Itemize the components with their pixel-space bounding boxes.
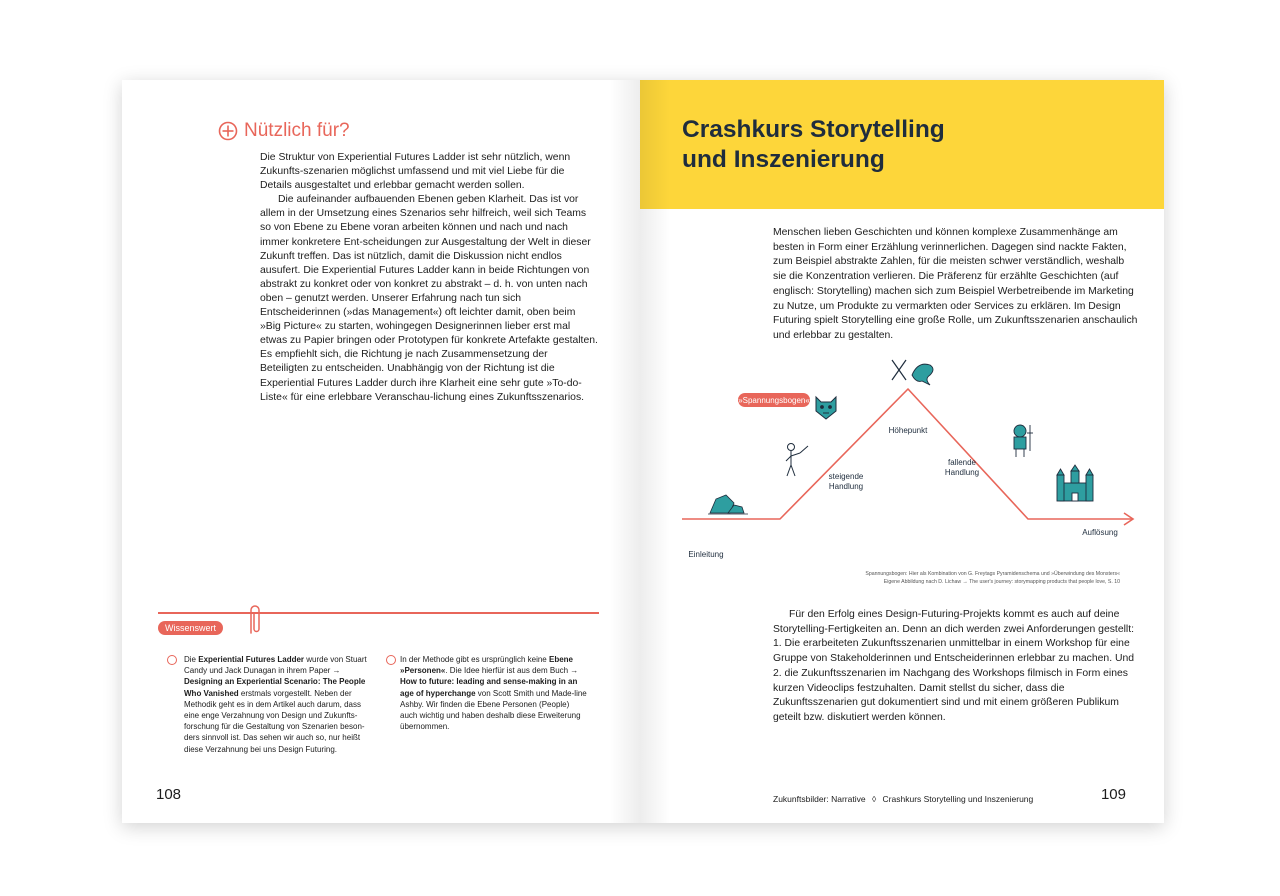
spannungsbogen-diagram (640, 355, 1164, 570)
divider-line (158, 612, 599, 614)
diagram-caption: Spannungsbogen: Hier als Kombination von G. Freytags Pyramidenschema und »Überwindung des Monsters« Eigene Abbildung nach D. Lichaw → The user's journey: storymapping products that people love, S. 10 (865, 571, 1120, 585)
note-experiential-futures-ladder: Die Experiential Futures Ladder wurde von Stuart Candy und Jack Dunagan in ihrem Paper → Designing an Experiential Scenario: The People Who Vanished erstmals vorgestellt. Neben der Methodik geht es in dem Artikel auch darum, dass eine enge Verzahnung von Design und Zukunfts-forschung für die Gestaltung von Szenarien beson-ders sinnvoll ist. Das sehen wir auch so, nur heißt diese Verzahnung bei uns Design Futuring. (184, 654, 372, 755)
label-handlung-fallend: Handlung (944, 468, 980, 477)
book-spread (122, 80, 1164, 823)
bullet-circle-icon (386, 655, 396, 665)
note-term: Ebene »Personen« (400, 655, 573, 676)
note-ebene-personen: In der Methode gibt es ursprünglich keine Ebene »Personen«. Die Idee hierfür ist aus dem Buch → How to future: leading and sense-making in an age of hyperchange von Scott Smith und Made-line Ashby. Wir finden die Ebene Personen (People) auch wichtig und haben deshalb diese Erweiterung übernommen. (400, 654, 588, 732)
label-fallende: fallende (947, 458, 977, 467)
page-number: 108 (156, 786, 182, 803)
running-footer: Zukunftsbilder: Narrative ◊ Crashkurs Storytelling und Inszenierung (773, 794, 1034, 804)
diamond-separator: ◊ (871, 794, 877, 804)
monster-face-icon (816, 397, 836, 419)
bullet-circle-icon (167, 655, 177, 665)
plus-circle-icon (218, 121, 238, 141)
paperclip-icon (248, 603, 262, 637)
label-hoehepunkt: Höhepunkt (888, 426, 928, 435)
dragon-icon (912, 364, 933, 385)
paragraph: Die Struktur von Experiential Futures Ladder ist sehr nützlich, wenn Zukunfts-szenarien möglichst umfassend und mit viel Liebe für die Details ausgestaltet und erlebbar gemacht werden sollen. (260, 152, 571, 192)
knight-icon (1014, 425, 1033, 457)
spannungsbogen-badge: »Spannungsbogen« (738, 396, 810, 405)
right-page (640, 80, 1164, 823)
crossed-swords-icon (892, 360, 906, 380)
label-handlung-steigend: Handlung (828, 482, 864, 491)
heading-text: Nützlich für? (244, 120, 350, 141)
castle-icon (1057, 465, 1093, 501)
paragraph: Die aufeinander aufbauenden Ebenen geben Klarheit. Das ist vor allem in der Umsetzung eines Szenarios sehr hilfreich, weil sich Teams so von Ebene zu Ebene voran arbeiten können und nach und nach immer konkretere Ent-scheidungen zur Ausgestaltung der Welt in dieser Zukunft treffen. Das ist nützlich, damit die Diskussion nicht endlos ausufert. Die Experiential Futures Ladder kann in beide Richtungen von abstrakt zu konkret oder von konkret zu abstrakt – d. h. von unten nach oben – genutzt werden. Unserer Erfahrung nach tun sich Entscheiderinnen (»das Management«) oft leichter damit, oben beim »Big Picture« zu starten, wohingegen Designerinnen lieber erst mal etwas zu Papier bringen oder Prototypen für konkrete Artefakte gestalten. Es empfiehlt sich, die Richtung je nach Zusammensetzung der Beteiligten zu entscheiden. Unabhängig von der Richtung ist die Experiential Futures Ladder durch ihre Klarheit eine sehr gute »To-do-Liste« für eine erlebbare Veranschau-lichung eines Zukunftsszenarios. (260, 194, 598, 403)
left-page (122, 80, 640, 823)
chapter-title (682, 115, 945, 175)
wissenswert-tag: Wissenswert (158, 621, 223, 635)
note-term: Experiential Futures Ladder (198, 655, 305, 664)
hero-sword-icon (786, 444, 808, 477)
intro-paragraph: Menschen lieben Geschichten und können komplexe Zusammenhänge am besten in Form einer Erzählung verinnerlichen. Dagegen sind nackte Fakten, zum Beispiel abstrakte Zahlen, für die meisten schwer verständlich, weshalb sie die Konzentration verlieren. Die Präferenz für erzählte Geschichten (auf englisch: Storytelling) machen sich zum Beispiel Werbetreibende im Marketing zu Nutze, um Produkte zu vermarkten oder Services zu erklären. Im Design Futuring spielt Storytelling eine große Rolle, um Zukunftsszenarien anschaulich und erlebbar zu gestalten. (773, 227, 1138, 341)
label-steigende: steigende (828, 472, 864, 481)
body-text (260, 151, 598, 405)
title-line: und Inszenierung (682, 146, 885, 173)
label-aufloesung: Auflösung (1082, 528, 1118, 537)
note-reference: Designing an Experiential Scenario: The People Who Vanished (184, 677, 366, 698)
note-reference: How to future: leading and sense-making in an age of hyperchange (400, 677, 578, 698)
page-number: 109 (1100, 786, 1126, 803)
outro-paragraph: Für den Erfolg eines Design-Futuring-Projekts kommt es auch auf deine Storytelling-Fertigkeiten an. Denn an dich werden zwei Anforderungen gestellt: 1. Die erarbeiteten Zukunftsszenarien unmittelbar in einem Workshop für eine Gruppe von Stakeholderinnen und Entscheiderinnen erlebbar zu machen. Und 2. die Zukunftsszenarien im Nachgang des Workshops filmisch in Form eines kurzen Videoclips festzuhalten. Damit stellst du sicher, dass die Zukunftsszenarien gut dokumentiert sind und mit einem größeren Publikum geteilt bzw. diskutiert werden können. (773, 609, 1135, 723)
label-einleitung: Einleitung (688, 550, 724, 559)
section-heading (218, 120, 350, 142)
rocks-icon (708, 495, 748, 514)
title-line: Crashkurs Storytelling (682, 116, 945, 143)
